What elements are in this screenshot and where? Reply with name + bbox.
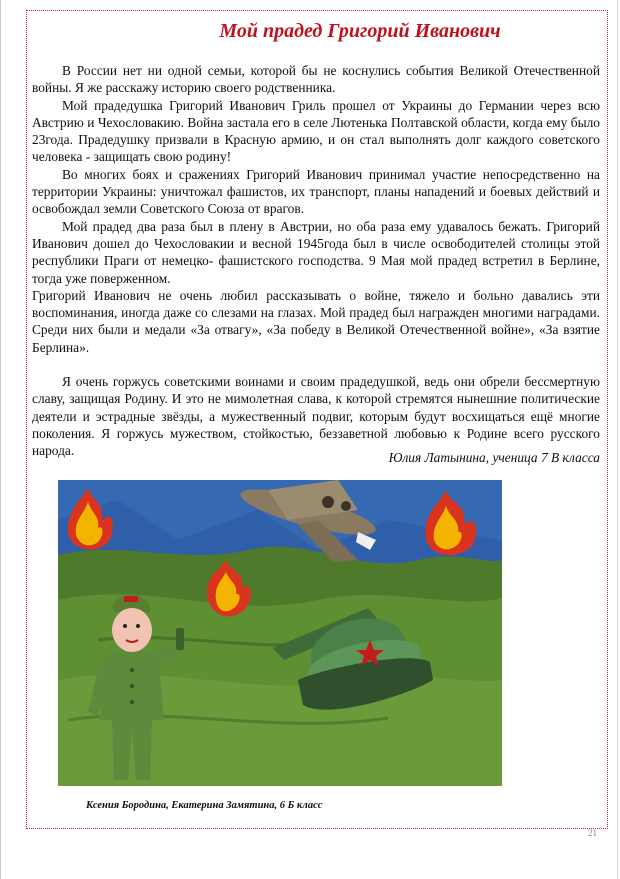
- paragraph-gap: [32, 356, 600, 373]
- drawing-caption: Ксения Бородина, Екатерина Замятина, 6 Б класс: [86, 800, 323, 811]
- paragraph-pride: Я очень горжусь советскими воинами и своим прадедушкой, ведь они обрели бессмертную славу, защищая Родину. И это не мимолетная слава, к которой стремятся нынешние политические деятели и эстрадные звёзды, а мужественный подвиг, которым будут восхищаться ещё многие поколения. Я горжусь мужеством, стойкостью, беззаветной любовью к Родине всего русского народа.: [32, 374, 600, 459]
- paragraph-intro: В России нет ни одной семьи, которой бы не коснулись события Великой Отечественной войны. Я же расскажу историю своего родственника.: [32, 63, 600, 96]
- paragraph-captivity: Мой прадед два раза был в плену в Австрии, но оба раза ему удавалось бежать. Григорий Иванович дошел до Чехословакии и весной 1945года был в числе освободителей столицы этой республики Праги от немецко- фашистского господства. 9 Мая мой прадед встретил в Берлине, тогда уже поверженном.: [32, 218, 600, 286]
- page-title: Мой прадед Григорий Иванович: [219, 20, 501, 42]
- page-number: 21: [588, 828, 597, 838]
- children-drawing: [58, 480, 502, 786]
- paragraph-memories: Григорий Иванович не очень любил рассказывать о войне, тяжело и больно давались эти воспоминания, иногда даже со слезами на глазах. Мой прадед был награжден многими наградами. Среди них были и медали «За отвагу», «За победу в Великой Отечественной войне», «За взятие Берлина».: [32, 287, 600, 355]
- page-edge-left: [0, 0, 1, 879]
- paragraph-war-start: Мой прадедушка Григорий Иванович Гриль прошел от Украины до Германии через всю Австрию и Чехословакию. Война застала его в селе Лютенька Полтавской области, когда ему было 23года. Прадедушку призвали в Красную армию, и он стал выполнять долг каждого советского человека - защищать свою родину!: [32, 97, 600, 165]
- article-body: [32, 62, 600, 460]
- author-signature: Юлия Латынина, ученица 7 В класса: [388, 450, 600, 465]
- paragraph-battles: Во многих боях и сражениях Григорий Иванович принимал участие непосредственно на территории Украины: уничтожал фашистов, их транспорт, планы нападений и боевых действий и освобождал земли Советского Союза от врагов.: [32, 166, 600, 217]
- page-edge-right: [617, 0, 618, 879]
